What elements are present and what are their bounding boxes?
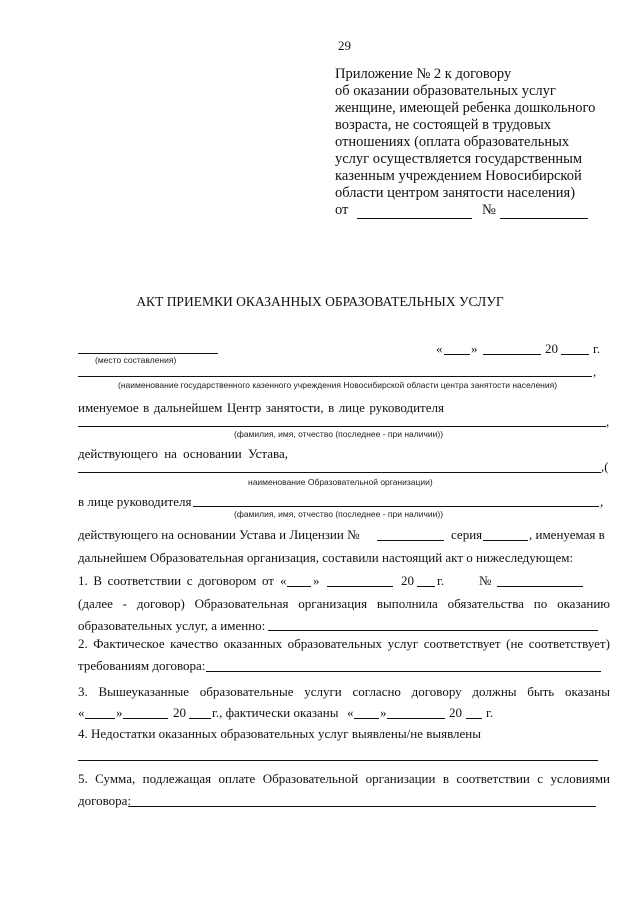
- license-tail: , именуемая в: [529, 527, 605, 542]
- word: услуг: [387, 636, 419, 651]
- item3-actual-year-field[interactable]: [466, 718, 482, 719]
- word: должны: [472, 684, 517, 699]
- appendix-line: казенным учреждением Новосибирской: [335, 168, 582, 184]
- item3-actual-month-field[interactable]: [387, 718, 445, 719]
- named-clause: [78, 400, 444, 416]
- item3-due-year-field[interactable]: [189, 718, 211, 719]
- date-suffix: г.: [593, 341, 601, 356]
- appendix-number-label: №: [482, 202, 496, 218]
- head-label: в лице руководителя: [78, 494, 192, 509]
- hereinafter-text: дальнейшем Образовательная организация, составили настоящий акт о нижеследующем:: [78, 550, 574, 565]
- comma: ,: [606, 414, 610, 429]
- item5-text: [78, 771, 610, 787]
- date-open-quote: «: [436, 341, 443, 356]
- item3-text: [78, 684, 610, 700]
- word: с: [537, 771, 544, 786]
- word: соответствует: [423, 636, 501, 651]
- item3-close-quote: »: [380, 705, 387, 720]
- date-month-field[interactable]: [483, 354, 541, 355]
- date-century: 20: [545, 341, 558, 356]
- item1-year-field[interactable]: [417, 586, 435, 587]
- item1-month-field[interactable]: [327, 586, 393, 587]
- word: В: [93, 573, 103, 588]
- item3-due-day-field[interactable]: [85, 718, 115, 719]
- item1-day-field[interactable]: [287, 586, 311, 587]
- item5-contract: договора:: [78, 793, 132, 808]
- word: оплате: [218, 771, 256, 786]
- fio-caption: (фамилия, имя, отчество (последнее - при наличии)): [234, 429, 444, 439]
- date-year-field[interactable]: [561, 354, 589, 355]
- word: договору: [411, 684, 462, 699]
- item3-mid-text: г., фактически оказаны: [212, 705, 339, 720]
- word: с: [186, 573, 193, 588]
- license-number-field[interactable]: [377, 540, 444, 541]
- word: именуемое: [78, 400, 139, 415]
- item1-number-label: №: [479, 573, 492, 588]
- appendix-line: Приложение № 2 к договору: [335, 66, 512, 82]
- document-title: АКТ ПРИЕМКИ ОКАЗАННЫХ ОБРАЗОВАТЕЛЬНЫХ УСЛУГ: [136, 294, 504, 309]
- word: подлежащая: [142, 771, 212, 786]
- place-caption: (место составления): [95, 355, 177, 365]
- appendix-line: возраста, не состоящей в трудовых: [335, 117, 551, 133]
- word: по: [533, 596, 548, 611]
- word: оказанных: [223, 636, 283, 651]
- appendix-date-field[interactable]: [357, 218, 472, 219]
- word: услуги: [304, 684, 342, 699]
- appendix-line: женщине, имеющей ребенка дошкольного: [335, 100, 596, 116]
- word: Вышеуказанные: [98, 684, 190, 699]
- word: выполнила: [376, 596, 438, 611]
- word: Образовательная: [194, 596, 289, 611]
- license-series-field[interactable]: [483, 540, 528, 541]
- item3-close-quote: »: [116, 705, 123, 720]
- fio-caption: (фамилия, имя, отчество (последнее - при наличии)): [234, 509, 444, 519]
- word: договором: [198, 573, 257, 588]
- appendix-line: услуг осуществляется государственным: [335, 151, 583, 167]
- date-close-quote: »: [471, 341, 478, 356]
- word: условиями: [550, 771, 610, 786]
- item3-century: 20: [449, 705, 462, 720]
- page-number: 29: [338, 38, 351, 53]
- place-field[interactable]: [78, 353, 218, 354]
- appendix-line: об оказании образовательных услуг: [335, 83, 556, 99]
- word: договор): [136, 596, 185, 611]
- item4-defects-field[interactable]: [78, 760, 598, 761]
- word: лице: [338, 400, 365, 415]
- comma: ,: [600, 494, 604, 509]
- word: в: [143, 400, 150, 415]
- word: основании: [183, 446, 242, 461]
- word: оказаны: [564, 684, 610, 699]
- item1-close-quote: »: [313, 573, 320, 588]
- word: 5.: [78, 771, 88, 786]
- item1-number-field[interactable]: [497, 586, 583, 587]
- item5-amount-field[interactable]: [128, 806, 596, 807]
- word: соответствует): [528, 636, 610, 651]
- item2-requirements: требованиям договора:: [78, 658, 206, 673]
- item3-actual-day-field[interactable]: [354, 718, 379, 719]
- item1-century: 20: [401, 573, 414, 588]
- series-label: серия: [451, 527, 483, 542]
- word: быть: [527, 684, 555, 699]
- item2-conformity-field[interactable]: [206, 671, 601, 672]
- word: соответствии: [456, 771, 530, 786]
- word: согласно: [352, 684, 401, 699]
- word: организация: [298, 596, 368, 611]
- word: Фактическое: [93, 636, 165, 651]
- item3-due-month-field[interactable]: [123, 718, 168, 719]
- word: 1.: [78, 573, 88, 588]
- word: в: [328, 400, 335, 415]
- director-fio-field[interactable]: [78, 426, 606, 427]
- word: качество: [170, 636, 219, 651]
- word: действующего: [78, 446, 158, 461]
- word: (далее: [78, 596, 113, 611]
- word: на: [164, 446, 177, 461]
- item1-lead: [78, 573, 274, 589]
- word: в: [442, 771, 450, 786]
- item1-year-suffix: г.: [437, 573, 445, 588]
- appendix-line: области центром занятости населения): [335, 185, 576, 201]
- item3-open-quote: «: [78, 705, 85, 720]
- item1-open-quote: «: [280, 573, 287, 588]
- center-name-field[interactable]: [78, 376, 592, 377]
- item3-suffix: г.: [486, 705, 494, 720]
- word: занятости,: [265, 400, 324, 415]
- word: от: [261, 573, 274, 588]
- word: образовательные: [199, 684, 294, 699]
- item1-services-field[interactable]: [268, 630, 598, 631]
- appendix-date-label: от: [335, 202, 349, 218]
- appendix-line: отношениях (оплата образовательных: [335, 134, 570, 150]
- word: руководителя: [369, 400, 444, 415]
- appendix-number-field[interactable]: [500, 218, 588, 219]
- date-day-field[interactable]: [444, 354, 470, 355]
- item1-namely: образовательных услуг, а именно:: [78, 618, 266, 633]
- word: -: [122, 596, 128, 611]
- acting-clause: [78, 446, 288, 462]
- word: образовательных: [287, 636, 383, 651]
- word: Устава,: [247, 446, 288, 461]
- word: Сумма,: [95, 771, 136, 786]
- org-caption: наименование Образовательной организации): [248, 477, 433, 487]
- org-name-field[interactable]: [78, 472, 601, 473]
- head-fio-field[interactable]: [193, 506, 599, 507]
- center-caption: (наименование государственного казенного учреждения Новосибирской области центра занятости населения): [118, 380, 558, 390]
- word: Центр: [226, 400, 262, 415]
- word: 3.: [78, 684, 88, 699]
- word: Образовательной: [262, 771, 359, 786]
- item3-open-quote: «: [347, 705, 354, 720]
- item4-text: 4. Недостатки оказанных образовательных услуг выявлены/не выявлены: [78, 726, 481, 741]
- license-text: действующего на основании Устава и Лицензии №: [78, 527, 360, 542]
- word: оказанию: [557, 596, 610, 611]
- word: (не: [506, 636, 524, 651]
- word: обязательства: [447, 596, 524, 611]
- org-comma: ,(: [601, 459, 609, 474]
- comma: ,: [593, 364, 597, 379]
- item3-century: 20: [173, 705, 186, 720]
- word: 2.: [78, 636, 88, 651]
- item2-text: [78, 636, 610, 652]
- word: соответствии: [107, 573, 182, 588]
- word: организации: [365, 771, 436, 786]
- word: дальнейшем: [153, 400, 223, 415]
- item1-continuation: [78, 596, 610, 612]
